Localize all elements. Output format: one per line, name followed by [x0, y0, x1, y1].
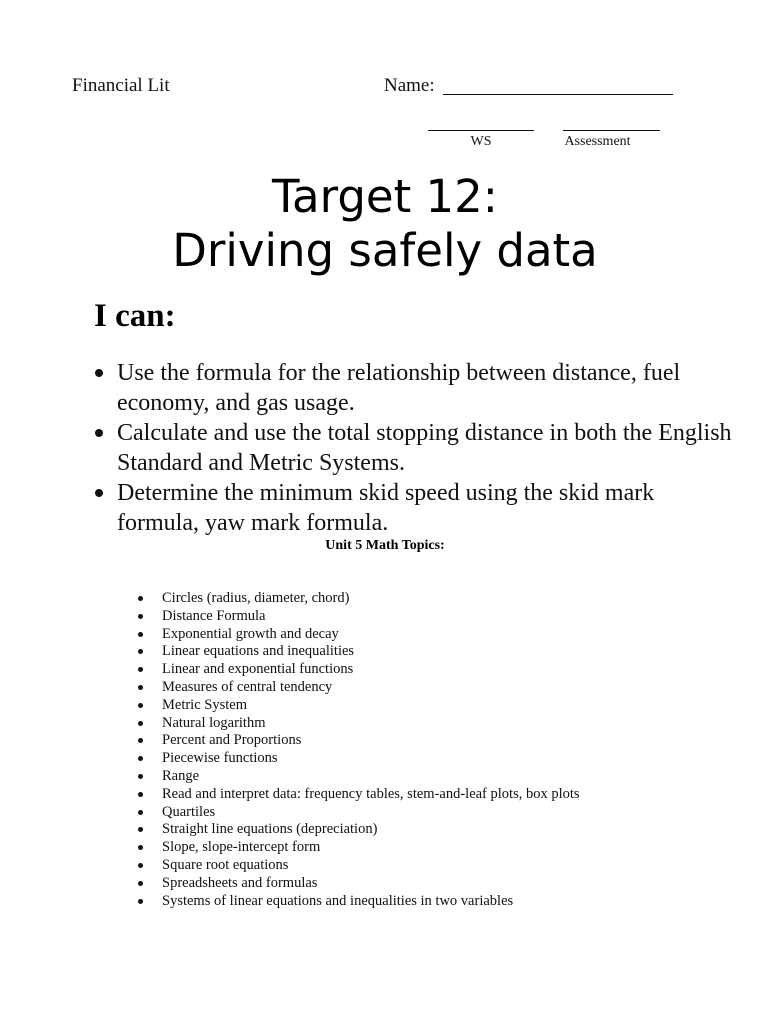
topic-item: Measures of central tendency: [162, 679, 722, 697]
goal-item: Determine the minimum skid speed using the skid mark formula, yaw mark formula.: [117, 478, 737, 538]
name-blank-line: [443, 94, 673, 95]
topic-item: Systems of linear equations and inequalities in two variables: [162, 893, 722, 911]
topic-item: Spreadsheets and formulas: [162, 875, 722, 893]
ws-blank-line: [428, 130, 534, 131]
topic-item: Natural logarithm: [162, 715, 722, 733]
topic-item: Circles (radius, diameter, chord): [162, 590, 722, 608]
topic-item: Range: [162, 768, 722, 786]
topic-item: Distance Formula: [162, 608, 722, 626]
unit-topics-heading: Unit 5 Math Topics:: [325, 538, 445, 553]
goal-item: Calculate and use the total stopping distance in both the English Standard and Metric Systems.: [117, 418, 737, 478]
topic-item: Square root equations: [162, 857, 722, 875]
name-label: Name:: [384, 75, 435, 96]
title-line-1: Target 12:: [272, 170, 498, 223]
topic-item: Exponential growth and decay: [162, 626, 722, 644]
topic-item: Straight line equations (depreciation): [162, 821, 722, 839]
course-label: Financial Lit: [72, 75, 170, 96]
topic-item: Linear equations and inequalities: [162, 643, 722, 661]
topic-item: Percent and Proportions: [162, 732, 722, 750]
topic-item: Metric System: [162, 697, 722, 715]
topics-list: [162, 590, 722, 910]
goals-list: [117, 358, 737, 538]
page-title: [0, 170, 770, 278]
ican-heading: I can:: [94, 298, 176, 334]
goal-item: Use the formula for the relationship between distance, fuel economy, and gas usage.: [117, 358, 737, 418]
topic-item: Read and interpret data: frequency tables, stem-and-leaf plots, box plots: [162, 786, 722, 804]
topic-item: Quartiles: [162, 804, 722, 822]
assessment-blank-line: [563, 130, 660, 131]
topic-item: Piecewise functions: [162, 750, 722, 768]
topic-item: Linear and exponential functions: [162, 661, 722, 679]
ws-label: WS: [470, 134, 492, 149]
title-line-2: Driving safely data: [172, 224, 598, 277]
assessment-label: Assessment: [564, 134, 631, 149]
topic-item: Slope, slope-intercept form: [162, 839, 722, 857]
